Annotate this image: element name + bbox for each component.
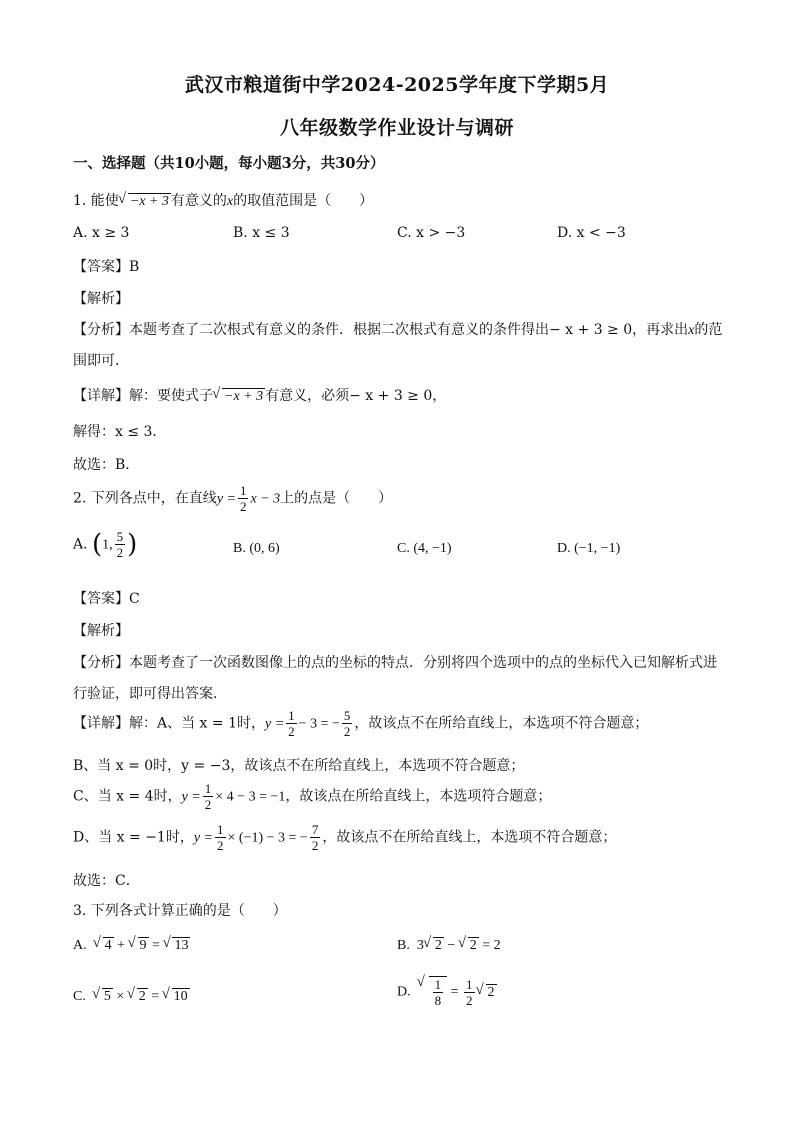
q2-detail-d-frac1-num: 1 [217, 822, 224, 837]
q1-fenxi [73, 319, 722, 339]
q3-b-minus: − [447, 938, 456, 953]
q3-d-frac-num: 1 [466, 977, 473, 992]
q1-var: x [226, 194, 234, 209]
q3-d-inner-den: 8 [434, 993, 442, 1008]
q1-detail-radical [213, 388, 265, 405]
exam-title-line1: 武汉市粮道街中学2024-2025学年度下学期5月 [184, 74, 610, 96]
q2-choose: 故选：C． [73, 873, 140, 889]
q2-detail-d-frac2-num: 7 [311, 822, 319, 837]
q3-b-eq: = 2 [482, 938, 501, 953]
q3-c-radical3 [163, 988, 190, 1005]
q2-detail-b: B、当 x = 0时，y = −3，故该点不在所给直线上，本选项不符合题意； [73, 758, 525, 774]
q2-eq-rest: x − 3 [250, 491, 281, 507]
q3-a-radicand2: 9 [139, 938, 147, 953]
q1-option-c: C. x > −3 [397, 225, 466, 241]
q3-d-inner-frac [433, 977, 444, 1008]
q3-d-frac [464, 977, 475, 1008]
q3-b-radical1 [424, 937, 444, 954]
q2-option-a-rparen: ) [127, 529, 138, 560]
q3-d-inner-num: √ 1 [434, 977, 442, 992]
q2-detail-d-frac1-den: 2 [217, 838, 224, 853]
q2-stem-b: 上的点是（ ） [280, 490, 393, 507]
q2-eq-y: y = [216, 491, 236, 507]
q2-fenxi-2: 行验证，即可得出答案． [73, 686, 227, 702]
q3-b-radicand2: 2 [469, 938, 477, 953]
q2-detail-a-text: 【详解】解：A、当 x = 1时， [73, 715, 265, 732]
q2-detail-c [73, 781, 551, 812]
q2-detail-a-frac2-den: 2 [343, 724, 351, 739]
q3-d-label: D. [397, 984, 411, 1000]
q2-detail-d-mid: × (−1) − 3 = − [227, 830, 308, 846]
q2-detail-a-frac1-num: 1 [288, 708, 295, 723]
q3-c-radicand2: 2 [138, 989, 146, 1004]
q1-detail-b: 有意义，必须− x + 3 ≥ 0， [265, 388, 447, 404]
q3-option-d [397, 976, 497, 1008]
question-3-stem: 3. 下列各式计算正确的是（ ） [73, 903, 287, 919]
q3-c-radicand3: 10 [173, 989, 188, 1004]
q1-after: 有意义的 [170, 193, 227, 209]
q3-d-radical2 [477, 984, 497, 1001]
q2-detail-a-tail: ，故该点不在所给直线上，本选项不符合题意； [354, 715, 649, 732]
q2-detail-c-frac-den: 2 [204, 797, 212, 812]
q3-b-label: B. [397, 938, 410, 953]
q2-option-a-first: 1, [102, 537, 113, 553]
q2-detail-d [73, 822, 616, 853]
q3-a-radical2 [129, 937, 149, 954]
q2-detail-c-frac-num: 1 [204, 781, 212, 796]
q3-a-plus: + [117, 938, 126, 953]
q2-detail-d-y: y = [193, 830, 214, 846]
q1-jiexi: 【解析】 [73, 291, 129, 307]
q3-a-radical3 [163, 937, 190, 954]
q2-option-a-fraction [115, 529, 126, 560]
q3-c-label: C. [73, 989, 86, 1004]
q2-detail-d-tail: ，故该点不在所给直线上，本选项不符合题意； [322, 829, 617, 846]
q2-fraction [238, 483, 249, 514]
q2-option-a-label: A. [73, 536, 88, 553]
q1-detail [73, 385, 446, 405]
q1-tail: 的取值范围是（ ） [233, 193, 374, 209]
q1-detail-a: 【详解】解：要使式子 [73, 388, 213, 404]
q2-detail-d-frac1 [215, 822, 226, 853]
q2-option-c: C. (4, −1) [397, 541, 452, 556]
q2-stem-a: 2. 下列各点中，在直线 [73, 490, 217, 507]
q1-number: 1. 能使 [73, 193, 119, 209]
q2-detail-c-mid: × 4 − 3 = −1 [215, 789, 286, 805]
q2-detail-d-frac2-den: 2 [311, 838, 319, 853]
q2-detail-c-y: y = [181, 789, 201, 805]
q1-choose: 故选：B． [73, 457, 140, 473]
q3-option-b [397, 937, 501, 954]
q2-option-b: B. (0, 6) [233, 541, 280, 556]
q2-option-d: D. (−1, −1) [557, 541, 621, 556]
q3-b-radicand1: 2 [434, 938, 442, 953]
q1-option-d: D. x < −3 [557, 225, 626, 241]
q3-a-label: A. [73, 938, 87, 953]
q1-option-a: A. x ≥ 3 [73, 225, 130, 241]
section-heading: 一、选择题（共10小题，每小题3分，共30分） [73, 155, 385, 172]
q3-b-coef: 3 [416, 938, 424, 953]
exam-title-line2: 八年级数学作业设计与调研 [279, 117, 514, 139]
q2-detail-c-tail: ，故该点在所给直线上，本选项符合题意； [285, 788, 552, 805]
q1-fenxi-var: x [688, 323, 695, 338]
q3-c-radical2 [128, 988, 148, 1005]
q3-b-radical2 [459, 937, 479, 954]
q1-solve: 解得：x ≤ 3． [73, 424, 167, 440]
question-1-stem [73, 190, 373, 210]
q2-detail-a-frac1-den: 2 [288, 724, 295, 739]
q3-c-radicand1: 5 [103, 989, 111, 1004]
question-2-stem [73, 483, 392, 514]
q2-fraction-den: 2 [239, 499, 247, 514]
q2-detail-d-text: D、当 x = −1时， [73, 829, 194, 846]
q1-fenxi-a: 【分析】本题考查了二次根式有意义的条件．根据二次根式有意义的条件得出− x + 3 ≥ 0，再求出 [73, 322, 689, 338]
q3-a-radical1 [94, 937, 114, 954]
q2-detail-a-y: y = [265, 716, 285, 732]
q3-option-a [73, 937, 190, 954]
q3-a-radicand3: 13 [174, 938, 189, 953]
q1-fenxi-cont: 围即可． [73, 353, 129, 369]
q2-detail-d-frac2 [310, 822, 321, 853]
q2-detail-c-text: C、当 x = 4时， [73, 788, 182, 805]
q2-option-a-lparen: ( [92, 529, 103, 560]
q2-fraction-num: 1 [239, 483, 247, 498]
q1-answer: 【答案】B [73, 259, 140, 275]
q2-detail-a-frac1 [286, 708, 297, 739]
q2-detail-a-frac2 [342, 708, 353, 739]
q3-d-frac-den: 2 [466, 993, 473, 1008]
q3-d-radical [418, 976, 448, 1008]
q3-c-eq: = [151, 989, 160, 1004]
q3-a-radicand1: 4 [104, 938, 112, 953]
q2-detail-a-mid: − 3 = − [298, 716, 340, 732]
q2-fenxi-1: 【分析】本题考查了一次函数图像上的点的坐标的特点．分别将四个选项中的点的坐标代入已知解析式进 [73, 655, 717, 671]
q2-detail-a-frac2-num: 5 [343, 708, 351, 723]
q2-jiexi: 【解析】 [73, 623, 129, 639]
q3-c-times: × [116, 989, 125, 1004]
q3-c-radical1 [93, 988, 113, 1005]
q1-radical [119, 193, 171, 210]
q1-detail-radicand: −x + 3 [224, 389, 264, 404]
q2-detail-a [73, 708, 648, 739]
q2-detail-c-frac [203, 781, 214, 812]
q2-option-a [73, 529, 137, 560]
q2-option-a-num: 5 [116, 529, 124, 544]
q3-a-eq: = [152, 938, 160, 953]
q3-option-c [73, 988, 190, 1005]
q3-d-radicand [429, 976, 448, 1008]
q2-answer: 【答案】C [73, 591, 140, 607]
q3-d-radicand2: 2 [487, 984, 495, 1000]
q1-option-b: B. x ≤ 3 [233, 225, 290, 241]
q1-radicand: −x + 3 [129, 194, 169, 209]
q3-d-eq: = [450, 984, 459, 1000]
q2-option-a-den: 2 [116, 545, 124, 560]
q1-fenxi-b: 的范 [694, 322, 723, 338]
